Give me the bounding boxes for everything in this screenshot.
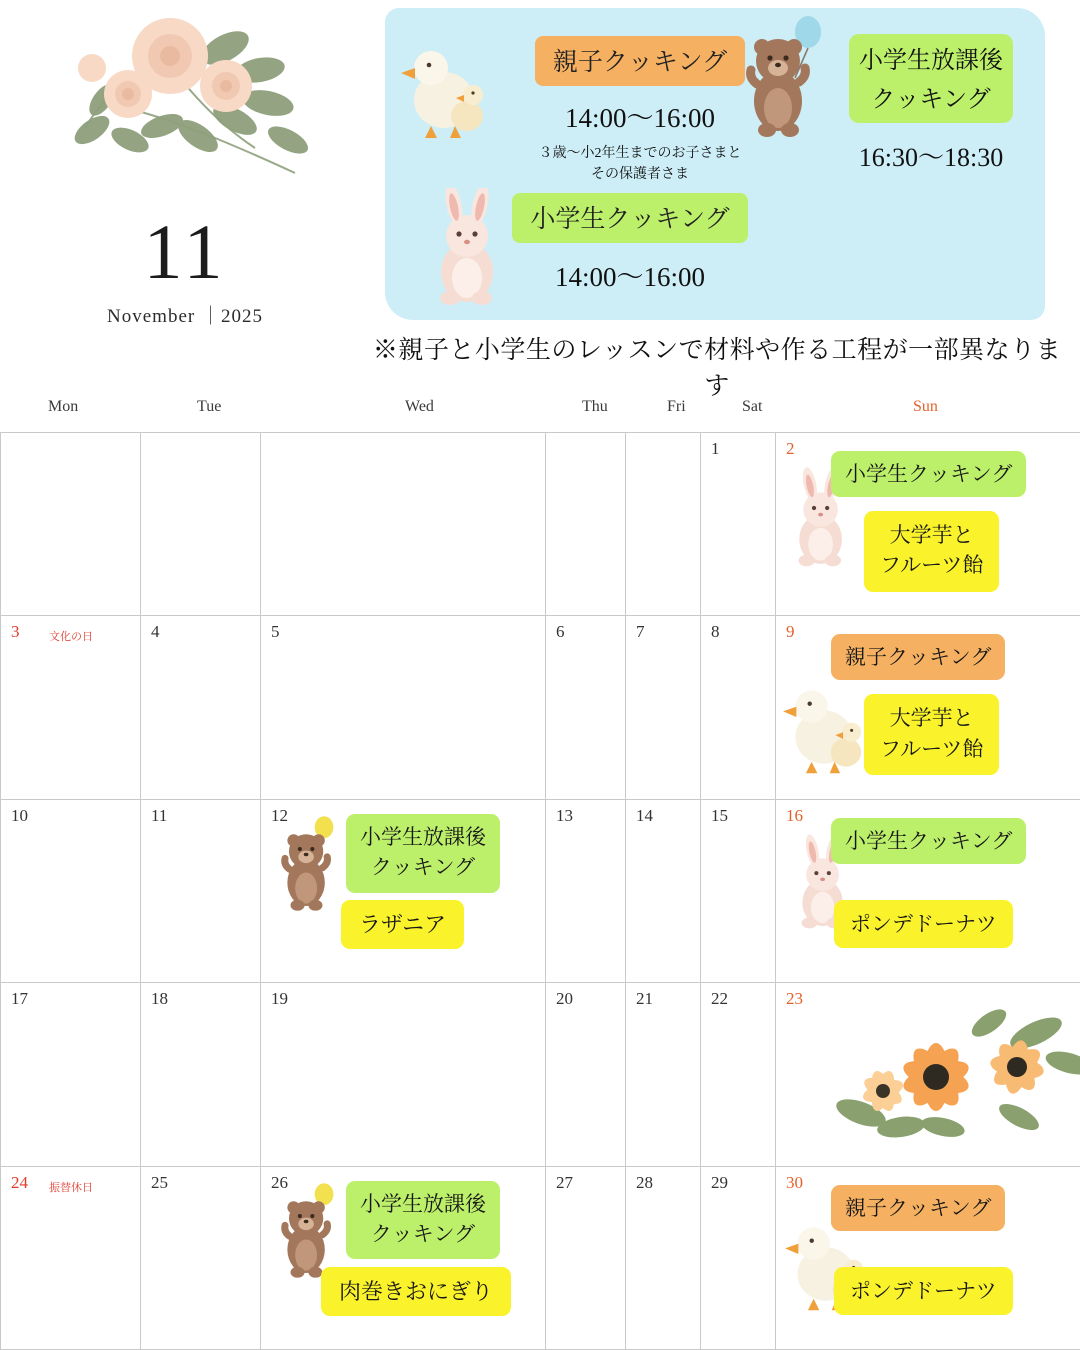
day-cell[interactable] xyxy=(776,800,1080,983)
day-cell[interactable] xyxy=(141,1167,261,1350)
menu-chip: 肉巻きおにぎり xyxy=(321,1267,511,1316)
calendar-header xyxy=(0,0,1080,400)
day-number: 4 xyxy=(151,622,160,642)
menu-chip: ポンデドーナツ xyxy=(834,1267,1013,1315)
day-cell[interactable] xyxy=(261,433,546,616)
lesson-title-line1: 小学生放課後 xyxy=(360,824,486,849)
day-cell[interactable] xyxy=(626,433,701,616)
day-number: 22 xyxy=(711,989,728,1009)
day-cell[interactable] xyxy=(261,800,546,983)
day-cell[interactable] xyxy=(701,800,776,983)
day-number: 27 xyxy=(556,1172,573,1192)
menu-chip: ラザニア xyxy=(341,900,464,949)
after-school-time: 16:30〜18:30 xyxy=(858,143,1004,172)
oyako-note-line2: その保護者さま xyxy=(591,167,689,182)
day-number: 10 xyxy=(11,805,28,825)
lesson-info-panel xyxy=(385,8,1045,320)
day-cell[interactable] xyxy=(546,800,626,983)
after-school-tag-line1: 小学生放課後 xyxy=(859,48,1003,74)
holiday-label: 振替休日 xyxy=(49,1181,93,1194)
menu-chip: ポンデドーナツ xyxy=(834,900,1013,948)
day-number: 9 xyxy=(786,622,795,642)
day-number: 24 xyxy=(11,1172,28,1192)
oyako-note-line1: ３歳〜小2年生までのお子さまと xyxy=(538,146,742,161)
month-number: 11 xyxy=(143,208,227,295)
lesson-title-line2: クッキング xyxy=(370,1222,476,1247)
day-number: 18 xyxy=(151,989,168,1009)
lesson-title-line2: クッキング xyxy=(370,855,476,880)
day-number: 5 xyxy=(271,622,280,642)
day-cell[interactable] xyxy=(1,983,141,1166)
day-cell[interactable] xyxy=(626,800,701,983)
day-number: 6 xyxy=(556,622,565,642)
day-number: 12 xyxy=(271,805,288,825)
weekday-header-row xyxy=(0,398,1080,430)
shougakusei-cooking-time: 14:00〜16:00 xyxy=(554,262,705,292)
holiday-label: 文化の日 xyxy=(49,631,93,644)
day-number: 23 xyxy=(786,989,803,1009)
weekday-tue: Tue xyxy=(197,398,222,415)
day-cell[interactable] xyxy=(141,616,261,799)
day-number: 13 xyxy=(556,805,573,825)
day-cell[interactable] xyxy=(261,983,546,1166)
day-cell[interactable] xyxy=(701,1167,776,1350)
calendar-grid xyxy=(0,432,1080,1350)
day-cell[interactable] xyxy=(701,983,776,1166)
menu-line2: フルーツ飴 xyxy=(880,736,984,761)
day-number: 7 xyxy=(636,622,645,642)
day-cell[interactable] xyxy=(261,616,546,799)
oyako-cooking-time: 14:00〜16:00 xyxy=(564,103,715,133)
day-number: 2 xyxy=(786,439,795,458)
day-cell[interactable] xyxy=(626,983,701,1166)
day-cell[interactable] xyxy=(141,800,261,983)
day-number: 14 xyxy=(636,805,653,825)
day-number: 15 xyxy=(711,805,728,825)
day-number: 1 xyxy=(711,439,720,458)
day-cell[interactable] xyxy=(626,616,701,799)
day-cell[interactable] xyxy=(546,433,626,616)
month-block xyxy=(40,208,330,328)
day-number: 16 xyxy=(786,805,803,825)
day-cell[interactable] xyxy=(141,983,261,1166)
day-number: 21 xyxy=(636,989,653,1009)
rose-bouquet-icon xyxy=(30,8,340,208)
menu-chip xyxy=(864,511,999,592)
bear-with-balloon-icon xyxy=(271,812,349,922)
oyako-cooking-tag: 親子クッキング xyxy=(535,36,745,86)
day-number: 17 xyxy=(11,989,28,1009)
shougakusei-cooking-tag: 小学生クッキング xyxy=(512,193,747,243)
lesson-title-chip: 小学生クッキング xyxy=(831,818,1026,864)
day-cell[interactable] xyxy=(701,433,776,616)
day-cell[interactable] xyxy=(546,983,626,1166)
day-cell[interactable] xyxy=(776,616,1080,799)
day-number: 3 xyxy=(11,622,20,642)
day-number: 30 xyxy=(786,1172,803,1192)
day-number: 19 xyxy=(271,989,288,1009)
menu-line1: 大学芋と xyxy=(889,706,974,731)
day-cell[interactable] xyxy=(776,983,1080,1166)
lesson-title-line1: 小学生放課後 xyxy=(360,1191,486,1216)
day-number: 11 xyxy=(151,805,168,825)
day-cell[interactable] xyxy=(776,1167,1080,1350)
lesson-title-chip: 小学生クッキング xyxy=(831,451,1026,497)
day-number: 20 xyxy=(556,989,573,1009)
menu-line2: フルーツ飴 xyxy=(880,553,984,578)
weekday-sat: Sat xyxy=(742,398,763,415)
day-cell[interactable] xyxy=(1,433,141,616)
day-number: 28 xyxy=(636,1172,653,1192)
weekday-fri: Fri xyxy=(667,398,686,415)
menu-chip xyxy=(864,694,999,775)
day-cell[interactable] xyxy=(141,433,261,616)
day-cell[interactable] xyxy=(776,433,1080,616)
after-school-cooking-info xyxy=(825,34,1037,174)
day-cell[interactable] xyxy=(1,800,141,983)
day-cell[interactable] xyxy=(626,1167,701,1350)
lesson-title-chip xyxy=(346,814,500,893)
day-number: 29 xyxy=(711,1172,728,1192)
day-cell[interactable] xyxy=(1,1167,141,1350)
day-number: 26 xyxy=(271,1172,288,1192)
day-cell[interactable] xyxy=(1,616,141,799)
footnote: ※親子と小学生のレッスンで材料や作る工程が一部異なります xyxy=(372,337,1062,400)
lesson-title-chip xyxy=(346,1181,500,1260)
menu-line1: 大学芋と xyxy=(889,523,974,547)
bear-with-balloon-icon xyxy=(733,16,833,146)
day-number: 8 xyxy=(711,622,720,642)
weekday-thu: Thu xyxy=(582,398,608,415)
month-subtitle: November ｜2025 xyxy=(107,306,263,328)
weekday-wed: Wed xyxy=(405,398,434,415)
day-cell[interactable] xyxy=(701,616,776,799)
day-cell[interactable] xyxy=(546,616,626,799)
orange-flowers-icon xyxy=(831,1005,1080,1145)
day-cell[interactable] xyxy=(261,1167,546,1350)
lesson-title-chip: 親子クッキング xyxy=(831,634,1005,680)
duck-icon xyxy=(780,678,868,778)
after-school-tag-line2: クッキング xyxy=(871,87,991,113)
lesson-title-chip: 親子クッキング xyxy=(831,1185,1005,1231)
duck-icon xyxy=(399,38,489,143)
weekday-mon: Mon xyxy=(48,398,79,415)
shougakusei-cooking-info xyxy=(465,193,795,294)
day-cell[interactable] xyxy=(546,1167,626,1350)
weekday-sun: Sun xyxy=(913,398,938,415)
day-number: 25 xyxy=(151,1172,168,1192)
